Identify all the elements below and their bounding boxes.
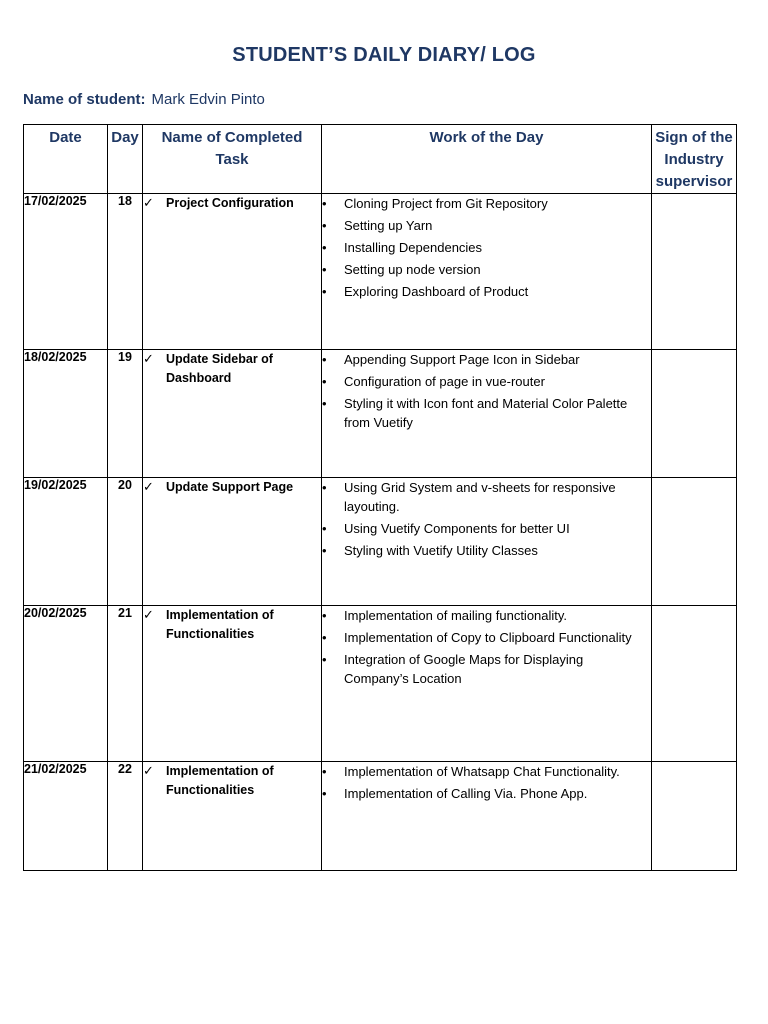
list-item xyxy=(322,350,651,369)
list-item xyxy=(322,628,651,647)
table-row xyxy=(24,194,737,350)
list-item xyxy=(322,260,651,279)
bullet-icon: • xyxy=(322,521,327,536)
work-item-text: Integration of Google Maps for Displaying Company’s Location xyxy=(344,652,584,686)
checkmark-icon: ✓ xyxy=(143,195,154,210)
work-item-text: Setting up Yarn xyxy=(344,218,433,233)
work-item-text: Implementation of Calling Via. Phone App. xyxy=(344,786,588,801)
header-date: Date xyxy=(24,125,108,194)
row-work xyxy=(322,606,652,762)
row-sign xyxy=(652,606,737,762)
checkmark-icon: ✓ xyxy=(143,607,154,622)
header-day: Day xyxy=(108,125,143,194)
bullet-icon: • xyxy=(322,608,327,623)
work-item-text: Using Vuetify Components for better UI xyxy=(344,521,570,536)
document-title: STUDENT’S DAILY DIARY/ LOG xyxy=(232,44,536,66)
row-sign xyxy=(652,762,737,871)
task-label: Project Configuration xyxy=(166,196,294,210)
table-row xyxy=(24,762,737,871)
row-day: 20 xyxy=(108,478,143,606)
row-day: 19 xyxy=(108,350,143,478)
row-task xyxy=(143,606,322,762)
work-item-text: Implementation of Copy to Clipboard Functionality xyxy=(344,630,632,645)
row-day: 21 xyxy=(108,606,143,762)
row-day: 22 xyxy=(108,762,143,871)
row-task xyxy=(143,350,322,478)
bullet-icon: • xyxy=(322,196,327,211)
work-list xyxy=(322,606,651,688)
list-item xyxy=(322,478,651,516)
work-item-text: Cloning Project from Git Repository xyxy=(344,196,548,211)
header-sign: Sign of the Industry supervisor xyxy=(652,125,737,194)
work-item-text: Styling it with Icon font and Material Color Palette from Vuetify xyxy=(344,396,628,430)
list-item xyxy=(322,394,651,432)
row-date: 21/02/2025 xyxy=(24,762,108,871)
work-item-text: Implementation of Whatsapp Chat Functionality. xyxy=(344,764,620,779)
work-list xyxy=(322,478,651,560)
task-label: Implementation of Functionalities xyxy=(166,764,274,797)
header-work: Work of the Day xyxy=(322,125,652,194)
table-header-row xyxy=(24,125,737,194)
student-name-label: Name of student: xyxy=(23,91,146,108)
checkmark-icon: ✓ xyxy=(143,351,154,366)
bullet-icon: • xyxy=(322,374,327,389)
row-task xyxy=(143,194,322,350)
bullet-icon: • xyxy=(322,652,327,667)
work-item-text: Appending Support Page Icon in Sidebar xyxy=(344,352,580,367)
row-work xyxy=(322,762,652,871)
work-item-text: Exploring Dashboard of Product xyxy=(344,284,529,299)
student-name-line xyxy=(23,91,265,108)
row-date: 18/02/2025 xyxy=(24,350,108,478)
bullet-icon: • xyxy=(322,630,327,645)
work-item-text: Styling with Vuetify Utility Classes xyxy=(344,543,538,558)
header-task: Name of Completed Task xyxy=(143,125,322,194)
row-date: 20/02/2025 xyxy=(24,606,108,762)
row-sign xyxy=(652,478,737,606)
list-item xyxy=(322,650,651,688)
table-row xyxy=(24,606,737,762)
bullet-icon: • xyxy=(322,786,327,801)
row-sign xyxy=(652,194,737,350)
bullet-icon: • xyxy=(322,480,327,495)
table-row xyxy=(24,350,737,478)
list-item xyxy=(322,784,651,803)
checkmark-icon: ✓ xyxy=(143,479,154,494)
bullet-icon: • xyxy=(322,240,327,255)
bullet-icon: • xyxy=(322,262,327,277)
task-label: Implementation of Functionalities xyxy=(166,608,274,641)
work-item-text: Using Grid System and v-sheets for responsive layouting. xyxy=(344,480,616,514)
work-item-text: Implementation of mailing functionality. xyxy=(344,608,568,623)
table-row xyxy=(24,478,737,606)
list-item xyxy=(322,238,651,257)
bullet-icon: • xyxy=(322,396,327,411)
bullet-icon: • xyxy=(322,284,327,299)
bullet-icon: • xyxy=(322,764,327,779)
row-task xyxy=(143,478,322,606)
row-sign xyxy=(652,350,737,478)
list-item xyxy=(322,282,651,301)
work-list xyxy=(322,194,651,301)
row-work xyxy=(322,350,652,478)
bullet-icon: • xyxy=(322,352,327,367)
work-item-text: Installing Dependencies xyxy=(344,240,483,255)
list-item xyxy=(322,541,651,560)
work-item-text: Setting up node version xyxy=(344,262,481,277)
work-item-text: Configuration of page in vue-router xyxy=(344,374,545,389)
list-item xyxy=(322,519,651,538)
checkmark-icon: ✓ xyxy=(143,763,154,778)
task-label: Update Support Page xyxy=(166,480,294,494)
list-item xyxy=(322,194,651,213)
row-day: 18 xyxy=(108,194,143,350)
work-list xyxy=(322,762,651,803)
list-item xyxy=(322,762,651,781)
bullet-icon: • xyxy=(322,543,327,558)
row-work xyxy=(322,478,652,606)
task-label: Update Sidebar of Dashboard xyxy=(166,352,273,385)
daily-log-table xyxy=(23,124,737,871)
work-list xyxy=(322,350,651,432)
list-item xyxy=(322,606,651,625)
row-work xyxy=(322,194,652,350)
list-item xyxy=(322,372,651,391)
row-date: 19/02/2025 xyxy=(24,478,108,606)
bullet-icon: • xyxy=(322,218,327,233)
list-item xyxy=(322,216,651,235)
student-name-value: Mark Edvin Pinto xyxy=(151,91,265,108)
row-date: 17/02/2025 xyxy=(24,194,108,350)
row-task xyxy=(143,762,322,871)
